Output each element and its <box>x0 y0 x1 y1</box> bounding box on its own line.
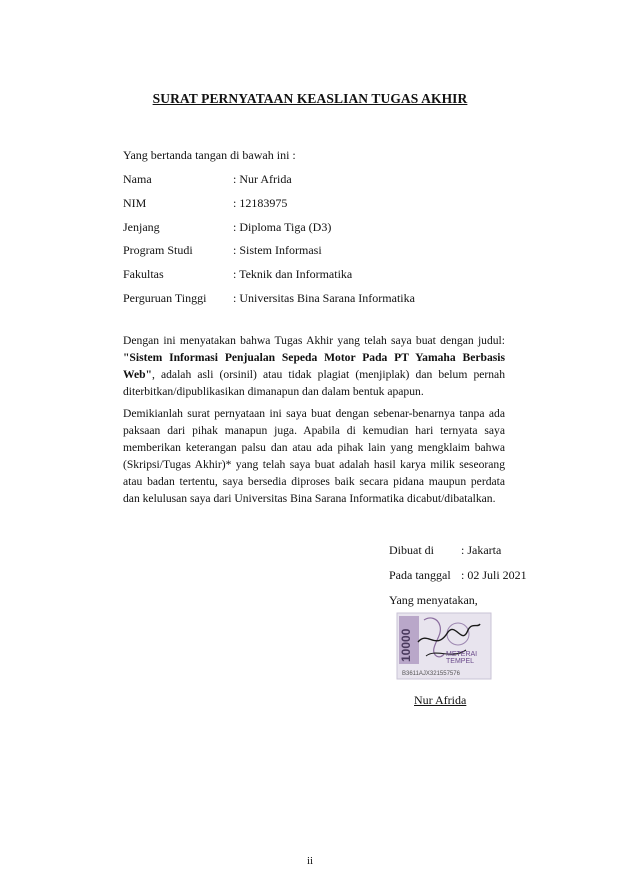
signer-name: Nur Afrida <box>414 693 467 707</box>
field-row-nama <box>123 172 415 196</box>
field-label: Program Studi <box>123 243 193 258</box>
field-value: : 12183975 <box>233 195 288 210</box>
field-row-perguruan-tinggi <box>123 291 415 315</box>
field-value: : Sistem Informasi <box>233 243 322 258</box>
page-number: ii <box>306 855 314 867</box>
field-value: : Diploma Tiga (D3) <box>233 219 332 234</box>
paragraph-text: Dengan ini menyatakan bahwa Tugas Akhir yang telah saya buat dengan judul: <box>123 334 505 347</box>
identity-fields <box>123 172 415 315</box>
field-value: : Nur Afrida <box>233 172 292 186</box>
thesis-title: "Sistem Informasi Penjualan Sepeda Motor Pada PT Yamaha Berbasis Web" <box>123 351 505 381</box>
place-value: : Jakarta <box>461 543 502 557</box>
place-label: Dibuat di <box>389 543 434 557</box>
date-label: Pada tanggal <box>389 568 451 582</box>
paragraph-text: , adalah asli (orsinil) atau tidak plagiat (menjiplak) dan belum pernah diterbitkan/dipublikasikan dimanapun dan dalam bentuk apapun. <box>123 368 505 398</box>
field-value: : Teknik dan Informatika <box>233 267 353 282</box>
signing-place <box>389 543 501 558</box>
field-row-program-studi <box>123 243 415 267</box>
field-row-jenjang <box>123 220 415 244</box>
date-value: : 02 Juli 2021 <box>461 568 527 582</box>
stamp-label-bottom: TEMPEL <box>446 658 475 665</box>
signing-date <box>389 568 527 583</box>
duty-stamp-with-signature <box>396 612 492 680</box>
field-value: : Universitas Bina Sarana Informatika <box>233 290 415 305</box>
stamp-label-top: METERAI <box>446 651 478 658</box>
intro-text: Yang bertanda tangan di bawah ini : <box>123 148 296 162</box>
document-title: SURAT PERNYATAAN KEASLIAN TUGAS AKHIR <box>152 91 468 106</box>
field-label: Perguruan Tinggi <box>123 290 207 305</box>
statement-paragraph <box>123 332 505 400</box>
declaration-paragraph: Demikianlah surat pernyataan ini saya buat dengan sebenar-benarnya tanpa ada paksaan dari pihak manapun juga. Apabila di kemudian hari ternyata saya memberikan keterangan palsu dan atau ada pihak lain yang mengklaim bahwa (Skripsi/Tugas Akhir)* yang telah saya buat adalah hasil karya milik seseorang atau badan tertentu, saya bersedia diproses baik secara pidana maupun perdata dan kelulusan saya dari Universitas Bina Sarana Informatika dicabut/dibatalkan. <box>123 407 505 505</box>
signing-statement: Yang menyatakan, <box>389 593 478 607</box>
stamp-image <box>396 612 492 680</box>
stamp-serial: B3611AJX321557576 <box>402 671 460 677</box>
field-row-nim <box>123 196 415 220</box>
field-row-fakultas <box>123 267 415 291</box>
field-label: Jenjang <box>123 219 160 234</box>
field-label: NIM <box>123 195 147 210</box>
stamp-value: 10000 <box>399 628 413 662</box>
field-label: Nama <box>123 172 152 186</box>
field-label: Fakultas <box>123 267 164 282</box>
